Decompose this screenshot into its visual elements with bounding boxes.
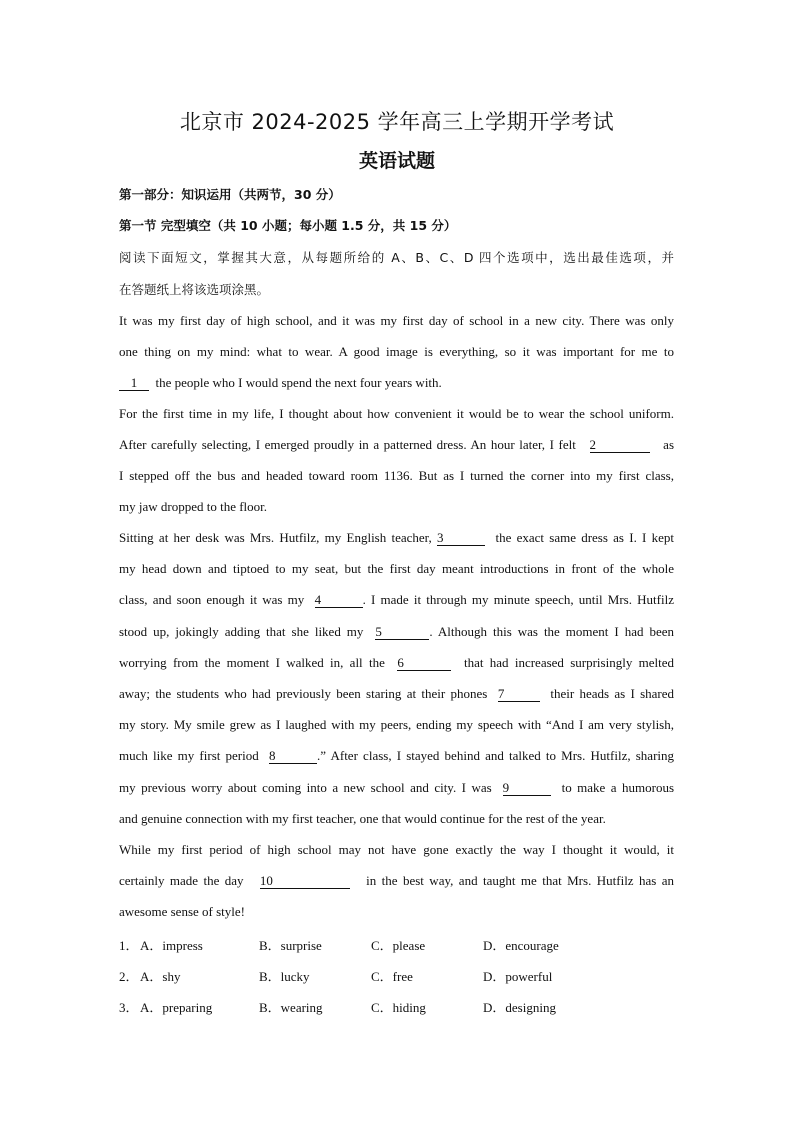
section-heading: 第一节 完型填空（共 10 小题；每小题 1.5 分，共 15 分） [119, 218, 457, 233]
passage-text: After carefully selecting, I emerged proudly in a patterned dress. An hour later, I felt [119, 437, 576, 452]
passage-line [119, 685, 674, 703]
passage-text: stood up, jokingly adding that she liked my [119, 624, 364, 639]
blank-10: 10 [260, 873, 350, 889]
option-b: B．lucky [259, 969, 310, 984]
passage-text: to make a humorous [561, 780, 675, 795]
blank-6: 6 [397, 655, 451, 671]
option-c: C．please [371, 938, 426, 953]
question-number: 1． [119, 938, 139, 953]
passage-text: that had increased surprisingly melted [464, 655, 674, 670]
passage-text: the people who I would spend the next four years with. [155, 375, 442, 390]
blank-9: 9 [503, 780, 551, 796]
instruction-line: 在答题纸上将该选项涂黑。 [119, 282, 270, 297]
blank-7: 7 [498, 686, 540, 702]
passage-line: my story. My smile grew as I laughed with my peers, ending my speech with “And I am very stylish, [119, 717, 674, 732]
option-a: A．shy [140, 969, 181, 984]
passage-line: It was my first day of high school, and it was my first day of school in a new city. There was only [119, 313, 674, 328]
passage-line [119, 654, 674, 672]
passage-text: . Although this was the moment I had been [429, 624, 674, 639]
blank-5: 5 [375, 624, 429, 640]
passage-text: in the best way, and taught me that Mrs. Hutfilz has an [366, 873, 675, 888]
passage-text: .” After class, I stayed behind and talked to Mrs. Hutfilz, sharing [317, 748, 675, 763]
exam-subtitle: 英语试题 [358, 150, 435, 172]
blank-2: 2 [590, 437, 650, 453]
passage-line: While my first period of high school may not have gone exactly the way I thought it would, it [119, 842, 674, 857]
passage-text: certainly made the day [119, 873, 244, 888]
blank-4: 4 [315, 592, 363, 608]
passage-line: I stepped off the bus and headed toward room 1136. But as I turned the corner into my first class, [119, 468, 674, 483]
passage-line: For the first time in my life, I thought about how convenient it would be to wear the school uniform. [119, 406, 674, 421]
passage-text: their heads as I shared [550, 686, 675, 701]
passage-text: worrying from the moment I walked in, all the [119, 655, 385, 670]
passage-line: one thing on my mind: what to wear. A good image is everything, so it was important for me to [119, 344, 674, 359]
passage-text: . I made it through my minute speech, until Mrs. Hutfilz [362, 592, 674, 607]
option-b: B．wearing [259, 1000, 323, 1015]
blank-3: 3 [437, 530, 485, 546]
option-d: D．designing [483, 1000, 556, 1015]
passage-text: much like my first period [119, 748, 259, 763]
option-d: D．encourage [483, 938, 559, 953]
passage-line: awesome sense of style! [119, 904, 245, 919]
passage-line [119, 779, 674, 797]
passage-text: Sitting at her desk was Mrs. Hutfilz, my English teacher, [119, 530, 432, 545]
option-b: B．surprise [259, 938, 322, 953]
passage-line: my head down and tiptoed to my seat, but the first day meant introductions in front of the whole [119, 561, 674, 576]
passage-line: and genuine connection with my first teacher, one that would continue for the rest of the year. [119, 811, 606, 826]
passage-text: the exact same dress as I. I kept [495, 530, 675, 545]
passage-line [119, 623, 674, 641]
question-number: 3． [119, 1000, 139, 1015]
passage-line [119, 872, 674, 890]
exam-title: 北京市 2024-2025 学年高三上学期开学考试 [179, 110, 615, 134]
passage-text: class, and soon enough it was my [119, 592, 305, 607]
blank-8: 8 [269, 748, 317, 764]
option-a: A．impress [140, 938, 203, 953]
option-d: D．powerful [483, 969, 553, 984]
passage-line [119, 747, 674, 765]
option-c: C．free [371, 969, 413, 984]
option-a: A．preparing [140, 1000, 213, 1015]
passage-text: away; the students who had previously been staring at their phones [119, 686, 488, 701]
instruction-line: 阅读下面短文，掌握其大意，从每题所给的 A、B、C、D 四个选项中，选出最佳选项，并 [119, 250, 674, 265]
passage-line: my jaw dropped to the floor. [119, 499, 268, 514]
blank-1: 1 [119, 375, 149, 391]
passage-line [119, 374, 674, 392]
option-c: C．hiding [371, 1000, 426, 1015]
passage-line [119, 529, 674, 547]
passage-text: as [663, 437, 675, 452]
passage-line [119, 591, 674, 609]
question-number: 2． [119, 969, 139, 984]
passage-line [119, 436, 674, 454]
part-heading: 第一部分：知识运用（共两节，30 分） [119, 187, 341, 202]
passage-text: my previous worry about coming into a new school and city. I was [119, 780, 492, 795]
